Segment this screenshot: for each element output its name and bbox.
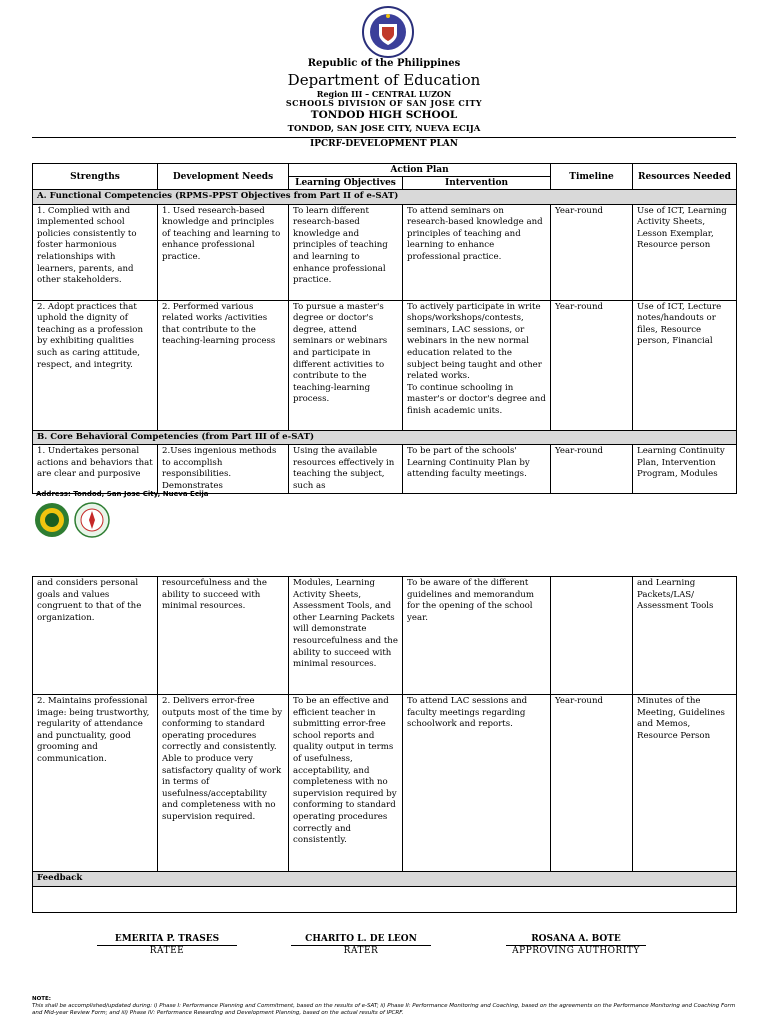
objective-text: Using the available resources effectively in teaching the subject, such as <box>293 446 395 491</box>
department-title: Department of Education <box>287 71 481 89</box>
intervention-cell <box>403 445 551 494</box>
objective-cell: Modules, Learning Activity Sheets, Assessment Tools, and other Learning Packets will demonstrate resourcefulness and the ability to succeed with minimal resources. <box>289 577 403 695</box>
strength-cell <box>33 445 158 494</box>
note-label: NOTE: <box>32 996 51 1002</box>
resources-cell <box>633 445 737 494</box>
note-text: This shall be accomplished/updated during: i) Phase I: Performance Planning and Commitment, based on the results of e-SAT; ii) Phase II: Performance Monitoring and Coaching, based on the agreements on the Performance Monitoring and Coaching Form and Mid-year Review Form; and iii) Phase IV: Performance Rewarding and Development Planning, based on the actual results of IPCRF. <box>32 1003 736 1016</box>
ratee-name: EMERITA P. TRASES <box>97 934 237 946</box>
col-development-needs: Development Needs <box>158 164 289 190</box>
timeline-cell: Year-round <box>551 695 633 872</box>
section-a-heading: A. Functional Competencies (RPMS-PPST Objectives from Part II of e-SAT) <box>33 190 737 205</box>
timeline-cell <box>551 577 633 695</box>
need-cell: 2. Performed various related works /activities that contribute to the teaching-learning process <box>158 300 289 430</box>
table-row <box>33 577 737 695</box>
ratee-role: RATEE <box>149 946 185 956</box>
deped-seal-logo <box>362 6 414 58</box>
footer-address: Address: Tondod, San Jose City, Nueva Ecija <box>36 490 209 498</box>
need-text: 2.Uses ingenious methods to accomplish responsibilities. Demonstrates <box>162 446 277 491</box>
intervention-cell: To attend seminars on research-based knowledge and principles of teaching and learning to enhance professional practice. <box>403 204 551 300</box>
resources-text: Learning Continuity Plan, Intervention Program, Modules <box>637 446 725 480</box>
footnote <box>32 996 736 1017</box>
col-resources: Resources Needed <box>633 164 737 190</box>
resources-cell: and Learning Packets/LAS/ Assessment Tools <box>633 577 737 695</box>
rater-role: RATER <box>343 946 379 956</box>
strength-cell: 2. Adopt practices that uphold the dignity of teaching as a profession by exhibiting qualities such as caring attitude, respect, and integrity. <box>33 300 158 430</box>
objective-cell: To be an effective and efficient teacher in submitting error-free school reports and quality output in terms of usefulness, acceptability, and completeness with no supervision required by conforming to standard operating procedures correctly and consistently. <box>289 695 403 872</box>
col-intervention: Intervention <box>403 177 551 190</box>
section-b-heading: B. Core Behavioral Competencies (from Part III of e-SAT) <box>33 430 737 445</box>
rater-name: CHARITO L. DE LEON <box>291 934 431 946</box>
intervention-cell: To actively participate in write shops/workshops/contests, seminars, LAC sessions, or webinars in the new normal education related to the subject being taught and other related works. To continue schooling in master's or doctor's degree and finish academic units. <box>403 300 551 430</box>
strength-cell: and considers personal goals and values congruent to that of the organization. <box>33 577 158 695</box>
region-line: Region III – CENTRAL LUZON <box>316 89 452 99</box>
intervention-cell: To be aware of the different guidelines and memorandum for the opening of the school year. <box>403 577 551 695</box>
resources-cell: Use of ICT, Lecture notes/handouts or files, Resource person, Financial <box>633 300 737 430</box>
need-cell: 2. Delivers error-free outputs most of the time by conforming to standard operating procedures correctly and consistently. Able to produce very satisfactory quality of work in terms of usefulness/acceptability and completeness with no supervision required. <box>158 695 289 872</box>
col-timeline: Timeline <box>551 164 633 190</box>
deped-footer-logo <box>34 502 70 538</box>
intervention-text: To be part of the schools' Learning Continuity Plan by attending faculty meetings. <box>407 446 530 480</box>
signature-rater <box>291 934 431 956</box>
strength-cell: 2. Maintains professional image: being trustworthy, regularity of attendance and punctuality, good grooming and communication. <box>33 695 158 872</box>
resources-cell: Minutes of the Meeting, Guidelines and Memos, Resource Person <box>633 695 737 872</box>
col-strengths: Strengths <box>33 164 158 190</box>
signature-ratee <box>97 934 237 956</box>
table-row <box>33 204 737 300</box>
need-cell: 1. Used research-based knowledge and principles of teaching and learning to enhance professional practice. <box>158 204 289 300</box>
school-name: TONDOD HIGH SCHOOL <box>310 109 458 121</box>
approver-name: ROSANA A. BOTE <box>506 934 646 946</box>
school-address: TONDOD, SAN JOSE CITY, NUEVA ECIJA <box>287 124 481 134</box>
objective-cell: To learn different research-based knowledge and principles of teaching and learning to enhance professional practice. <box>289 204 403 300</box>
republic-line: Republic of the Philippines <box>307 58 461 69</box>
col-learning-objectives: Learning Objectives <box>289 177 403 190</box>
intervention-cell: To attend LAC sessions and faculty meetings regarding schoolwork and reports. <box>403 695 551 872</box>
document-title: IPCRF-DEVELOPMENT PLAN <box>310 139 458 149</box>
timeline-cell: Year-round <box>551 300 633 430</box>
development-plan-table <box>32 163 737 494</box>
signature-approving-authority <box>506 934 646 956</box>
strength-cell: 1. Complied with and implemented school policies consistently to foster harmonious relationships with learners, parents, and other stakeholders. <box>33 204 158 300</box>
table-row <box>33 445 737 494</box>
strength-text: 1. Undertakes personal actions and behaviors that are clear and purposive <box>37 446 153 480</box>
resources-cell: Use of ICT, Learning Activity Sheets, Lesson Exemplar, Resource person <box>633 204 737 300</box>
table-row <box>33 300 737 430</box>
approver-role: APPROVING AUTHORITY <box>512 946 640 956</box>
development-plan-table-continued <box>32 576 737 913</box>
feedback-heading: Feedback <box>33 872 737 887</box>
col-action-plan: Action Plan <box>289 164 551 177</box>
feedback-field[interactable] <box>33 886 737 912</box>
need-cell: resourcefulness and the ability to succeed with minimal resources. <box>158 577 289 695</box>
objective-cell <box>289 445 403 494</box>
objective-cell: To pursue a master's degree or doctor's degree, attend seminars or webinars and participate in different activities to contribute to the teaching-learning process. <box>289 300 403 430</box>
timeline-cell: Year-round <box>551 204 633 300</box>
need-cell <box>158 445 289 494</box>
school-footer-logo <box>74 502 110 538</box>
division-line: SCHOOLS DIVISION OF SAN JOSE CITY <box>285 98 483 108</box>
timeline-cell: Year-round <box>551 445 633 494</box>
header-divider <box>32 137 736 138</box>
table-row <box>33 695 737 872</box>
